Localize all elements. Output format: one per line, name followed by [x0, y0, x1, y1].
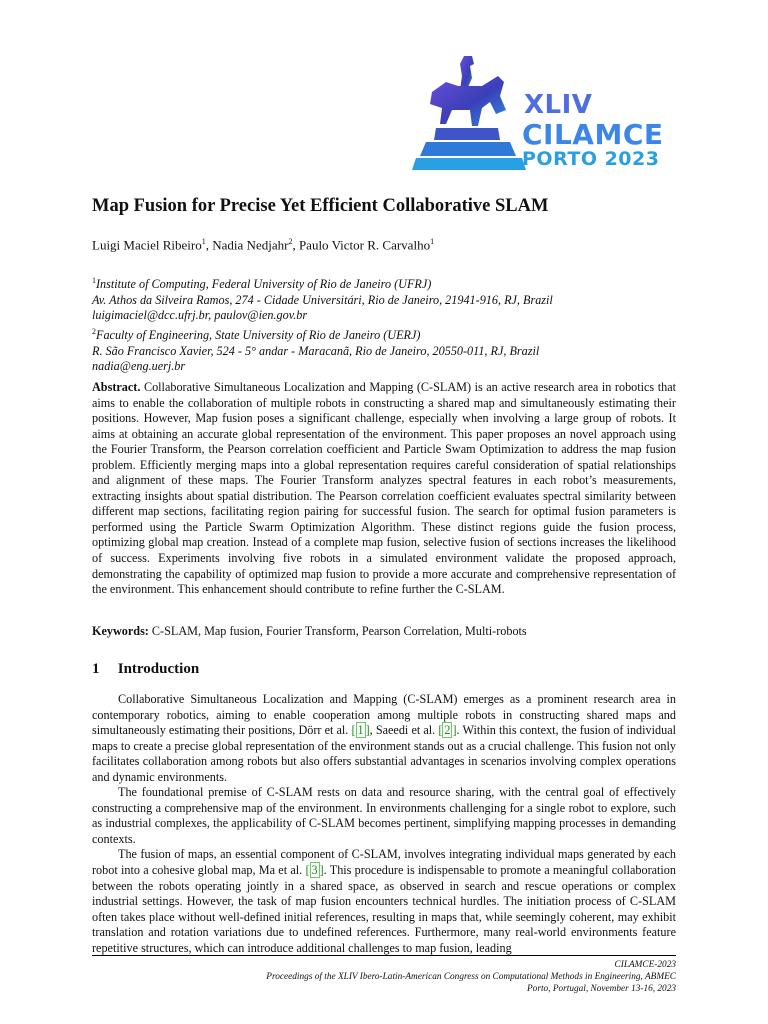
citation-link[interactable]: 3 — [311, 863, 318, 878]
statue-icon — [412, 52, 530, 174]
keywords-label: Keywords: — [92, 624, 149, 638]
affiliation-1: $^1$Institute of Computing, Federal University of Rio de Janeiro (UFRJ) — [92, 276, 432, 292]
section-number: 1 — [92, 661, 100, 677]
affiliation-1-email: luigimaciel@dcc.ufrj.br, paulov@ien.gov.br — [92, 308, 308, 323]
footer-conference: CILAMCE-2023 — [614, 960, 676, 970]
abstract-text: Collaborative Simultaneous Localization and Mapping (C-SLAM) is an active research area in robotics that aims to enable the collaboration of multiple robots in constructing a shared map and simultaneously estimating their positions. However, Map fusion poses a significant challenge, especially when involving a large group of robots. It aims at obtaining an accurate global representation of the environment. This paper proposes an novel approach using the Fourier Transform, the Pearson correlation coefficient and Particle Swam Optimization to address the map fusion problem. Efficiently merging maps into a global representation requires careful consideration of spatial relationships and alignment of these maps. The Fourier Transform analyzes spectral features in each robot’s measurements, extracting insights about spatial distribution. The Pearson correlation coefficient evaluates spectral similarity between different map sections, facilitating region pairing for successful fusion. The search for optimal fusion parameters is performed using the Particle Swarm Optimization Algorithm. These distinct regions guide the fusion process, optimizing global map creation. Instead of a complete map fusion, selective fusion of sections increases the likelihood of success. Experiments involving five robots in a simulated environment validate the proposed approach, demonstrating the capability of optimized map fusion to provide a more accurate and comprehensive representation of the environment. This enhancement should contribute to refine further the C-SLAM. — [92, 380, 676, 597]
affiliation-1-address: Av. Athos da Silveira Ramos, 274 - Cidade Universitári, Rio de Janeiro, 21941-916, RJ, Brazil — [92, 292, 553, 307]
author-affiliation-mark: 2 — [288, 237, 293, 246]
citation-link[interactable]: 1 — [357, 723, 364, 738]
section-title: Introduction — [117, 661, 200, 677]
paragraph: The foundational premise of C-SLAM rests on data and resource sharing, with the central goal of effectively constructing a comprehensive map of the environment. In environments challenging for a single robot to explore, such as industrial complexes, the applicability of C-SLAM becomes pertinent, simplifying mapping processes in demanding contexts. — [92, 785, 676, 846]
affiliation-2-email: nadia@eng.uerj.br — [92, 359, 186, 374]
abstract — [92, 380, 676, 598]
footer-proceedings: Proceedings of the XLIV Ibero-Latin-American Congress on Computational Methods in Engineering, ABMEC — [266, 972, 676, 982]
logo-name: CILAMCE — [522, 118, 664, 151]
author-name: Luigi Maciel Ribeiro — [92, 237, 202, 253]
paragraph: The fusion of maps, an essential component of C-SLAM, involves integrating individual maps generated by each robot into a cohesive global map, Ma et al. [ 3 ]. This procedure is indispensable to promote a meaningful collaboration between the robots operating jointly in a shared space, as observed in search and rescue operations or complex industrial settings. However, the task of map fusion encounters technical hurdles. The initiation process of C-SLAM often takes place without well-defined initial references, resulting in maps that, while seemingly coherent, may exhibit translation and rotation variations due to undefined references. Furthermore, many real-world environments feature repetitive structures, which can introduce additional challenges to map fusion, leading — [92, 847, 676, 955]
affiliation-2-address: R. São Francisco Xavier, 524 - 5° andar - Maracanã, Rio de Janeiro, 20550-011, RJ, Brazil — [92, 343, 540, 358]
section-body — [92, 692, 676, 956]
logo-location: PORTO 2023 — [522, 148, 660, 170]
footer-rule — [92, 955, 676, 956]
citation-link[interactable]: 2 — [444, 723, 451, 738]
keywords — [92, 624, 676, 639]
abstract-label: Abstract. — [92, 380, 141, 394]
affiliation-2: $^2$Faculty of Engineering, State University of Rio de Janeiro (UERJ) — [92, 326, 421, 342]
footer-location-date: Porto, Portugal, November 13-16, 2023 — [527, 984, 676, 994]
author-name: Nadia Nedjahr — [212, 237, 289, 253]
affiliations — [92, 273, 553, 375]
author-name: Paulo Victor R. Carvalho — [298, 237, 431, 253]
paragraph: Collaborative Simultaneous Localization and Mapping (C-SLAM) emerges as a prominent research area in contemporary robotics, aiming to enable cooperation among multiple robots in constructing shared maps and simultaneously estimating their positions, Dörr et al. [ 1 ], Saeedi et al. [ 2 ]. Within this context, the fusion of individual maps to create a precise global representation of the environment stands out as a crucial challenge. This fusion not only facilitates collaboration among robots but also offers substantial advantages in scenarios involving complex operations and dynamic environments. — [92, 692, 676, 784]
author-affiliation-mark: 1 — [430, 237, 435, 246]
author-affiliation-mark: 1 — [201, 237, 206, 246]
conference-logo — [412, 52, 674, 174]
section-heading — [92, 661, 199, 678]
logo-edition: XLIV — [524, 90, 593, 120]
page-footer — [92, 959, 676, 995]
keywords-text: C-SLAM, Map fusion, Fourier Transform, Pearson Correlation, Multi-robots — [151, 624, 527, 638]
author-list: Luigi Maciel Ribeiro$^1$, Nadia Nedjahr$^2$, Paulo Victor R. Carvalho$^1$ — [92, 237, 435, 253]
paper-title: Map Fusion for Precise Yet Efficient Collaborative SLAM — [92, 196, 549, 216]
